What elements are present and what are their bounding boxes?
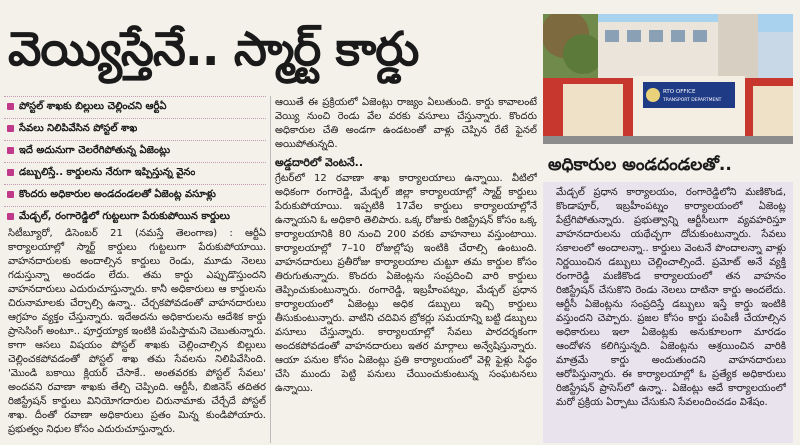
article-column-2 xyxy=(275,96,537,443)
headline: వెయ్యిస్తేనే.. స్మార్ట్ కార్డు xyxy=(8,22,419,77)
bullet-square-icon xyxy=(7,169,14,176)
bullet-text: ఇదే అదునుగా చెలరేగిపోతున్న ఏజెంట్లు xyxy=(19,144,171,156)
article-column-1: సిటీబ్యూరో, డిసెంబర్ 21 (నమస్తే తెలంగాణ) : ఆర్టీఏ కార్యాలయాల్లో స్మార్ట్ కార్డులు గుట్టలుగా పేరుకుపోయాయి. వాహనదారులకు అందాల్సిన కార్డులు రెండు, మూడు నెలలు గడుస్తున్నా అందడం లేదు. తమ కార్డు ఎప్పుడొస్తుందని వాహనదారులు ఎదురుచూస్తున్నారు. కానీ అధికారులు ఆ కార్డులను చిరునామాలకు చేర్చాల్సి ఉన్నా.. చేర్చకపోవడంతో వాహనదారులు ఆగ్రహం వ్యక్తం చేస్తున్నారు. ఇదేఅదను అధికారులను ఆదేశిక కార్డు ప్రాసెసింగ్‌ అంటూ.. పూర్తయ్యాక ఇంటికి పంపిస్తామని చెబుతున్నారు. కాగా ఆసలు విషయం పోస్టల్‌ శాఖకు చెల్లించాల్సిన బిల్లులు చెల్లించకపోవడంతో పోస్టల్‌ శాఖ తమ సేవలను నిలిపివేసింది. 'మొండి బకాయి క్లియర్‌ చేసాకే.. అంతవరకు పోస్టల్‌ సేవలు' అందవని రవాణా శాఖకు తేల్చి చెప్పింది. ఆర్టీసీ, బిజినెస్ తదితర రిజిస్ట్రేషన్ కార్డులు వినియోగదారుల చిరునామాకు చేర్చేదే పోస్టల్ శాఖ. దీంతో రవాణా అధికారులు ప్రతం మిన్న కుండిపోయారు. ప్రభుత్వం నిధుల కోసం ఎదురుచూస్తున్నారు. xyxy=(8,228,266,435)
bullet-item xyxy=(4,96,266,116)
bullet-list xyxy=(4,96,266,228)
bullet-text: మేడ్చల్, రంగారెడ్డిలో గుట్టలుగా పేరుకుపోయిన కార్డులు xyxy=(19,210,230,222)
bullet-square-icon xyxy=(7,147,14,154)
column-divider xyxy=(270,96,271,443)
bullet-item xyxy=(4,162,266,182)
bullet-text: సేవలు నిలిపివేసిన పోస్టల్ శాఖ xyxy=(19,122,138,134)
column-2-paragraph-a: ఆయితే ఈ ప్రక్రియలో ఏజెంట్లు రాజ్యం ఏలుతుంది. కార్డు కావాలంటే వెయ్యి నుంచి రెండు వేల వరకు వసూలు చేస్తున్నారు. కొందరు అధికారుల చేతి అండగా ఉండటంతో వాళ్లు చెప్పిన రేటే ఫైనల్ అయిపోతున్నది. xyxy=(275,97,537,150)
bullet-square-icon xyxy=(7,103,14,110)
sidebar-box-text: మేడ్చల్ ప్రధాన కార్యాలయం, రంగారెడ్డిలోని మణికొండ, కొండాపూర్, ఇబ్రహీంపట్నం కార్యాలయంలో ఏజెంట్ల పేట్రేగిపోతున్నారు. ప్రభుత్వాన్ని ఆర్టీసీలుగా వ్యవహరిస్తూ వాహనదారులను యథేచ్ఛగా దోచుకుంటున్నారు. సేవలు సకాలంలో అందాలన్నా.. కార్డులు వెంటనే పొందాలన్నా వాళ్లు నిర్ణయించిన డబ్బులు చెల్లించాల్సిందే. ప్రమోట్ అనే వ్యక్తి రంగారెడ్డి మణికొండ కార్యాలయంలో తన వాహనం రిజిస్ట్రేషన్ చేసుకొని రెండు నెలలు దాటినా కార్డు అందలేదు. ఆర్టీసీ ఏజెంట్లను సంప్రదిస్తే డబ్బులు ఇస్తే కార్డు ఇంటికి వస్తుందని చెప్పారు. ప్రజల కోసం కార్డు పంపిణీ చేయాల్సిన అధికారులు ఇలా ఏజెంట్లకు అనుకూలంగా మారడం ఆందోళన కలిగిస్తున్నది. ఏజెంట్లను ఆశ్రయించిన వారికి మాత్రమే కార్డు అందుతుందని వాహనదారులు ఆరోపిస్తున్నారు. ఈ కార్యాలయాల్లో ఓ ప్రత్యేక అధికారులు రిజిస్ట్రేషన్ ప్రాసెస్‌లో ఉన్నా.. ఏజెంట్లు ఆదే కార్యాలయంలో మరో ప్రక్రియ ఏర్పాటు చేసుకుని సేవలందించడం విశేషం. xyxy=(556,187,786,408)
bullet-item xyxy=(4,118,266,138)
bullet-item xyxy=(4,184,266,204)
bullet-square-icon xyxy=(7,213,14,220)
bullet-item xyxy=(4,140,266,160)
column-2-subheading: అడ్డదారిలో వెంటనే.. xyxy=(275,156,364,169)
bullet-item xyxy=(4,206,266,226)
bullet-square-icon xyxy=(7,125,14,132)
bullet-text: పోస్టల్ శాఖకు బిల్లులు చెల్లించని ఆర్టీఏ xyxy=(19,100,167,112)
rto-office-photo xyxy=(543,14,793,144)
signboard-line-1: RTO OFFICE xyxy=(663,89,696,95)
bullet-text: కొందరు అధికారుల అండదండలతో ఏజెంట్ల వసూళ్లు xyxy=(19,188,216,200)
building-illustration xyxy=(543,14,793,144)
sidebar-box-title: అధికారుల అండదండలతో.. xyxy=(548,155,732,175)
bullet-square-icon xyxy=(7,191,14,198)
bullet-text: డబ్బులిస్తే.. కార్డులను నేరుగా ఇప్పిస్తున్న వైనం xyxy=(19,166,196,178)
column-2-paragraph-b: గ్రేటర్‌లో 12 రవాణా శాఖ కార్యాలయాలు ఉన్నాయి. వీటిలో అధికంగా రంగారెడ్డి, మేడ్చల్ జిల్లా కార్యాలయాల్లో స్మార్ట్ కార్డులు పేరుకుపోయాయి. ఇప్పటికి 17వేల కార్డులు కార్యాలయాల్లోనే ఉన్నాయని ఓ అధికారి తెలిపారు. ఒక్క రోజుకు రిజిస్ట్రేషన్ కోసం ఒక్క కార్యాలయానికి 80 నుంచి 200 వరకు వాహనాలు వస్తుంటాయి. కార్యాలయాల్లో 7–10 రోజుల్లోపు ఇంటికి చేరాల్సి ఉంటుంది. వాహనదారులు ప్రతీరోజు కార్యాలయాల చుట్టూ తమ కార్డుల కోసం తిరుగుతున్నారు. కొందరు ఏజెంట్లను సంప్రదించి వారి కార్డులు తెప్పించుకుంటున్నారు. రంగారెడ్డి, ఇబ్రహీంపట్నం, మేడ్చల్ ప్రధాన కార్యాలయంలో ఏజెంట్లు అధిక డబ్బులు ఇచ్చి కార్డులు తీసుకుంటున్నారు. వాటిని చదివిన బ్రోకర్లు సమయాన్ని బట్టి డబ్బులు వసూలు చేస్తున్నారు. కార్యాలయాల్లో సేవలు పారదర్శకంగా అందకపోవడంతో వాహనదారులు ఇతర మార్గాలు అన్వేషిస్తున్నారు. ఆయా పనుల కోసం ఏజెంట్లు ప్రతి కార్యాలయంలో వెళ్లి ఫైళ్లు సిద్ధం చేసి ముందు పెట్టి పనులు చేయించుకుంటున్న సంఘటనలు ఉన్నాయి. xyxy=(275,173,537,394)
signboard-line-2: TRANSPORT DEPARTMENT xyxy=(663,98,722,103)
